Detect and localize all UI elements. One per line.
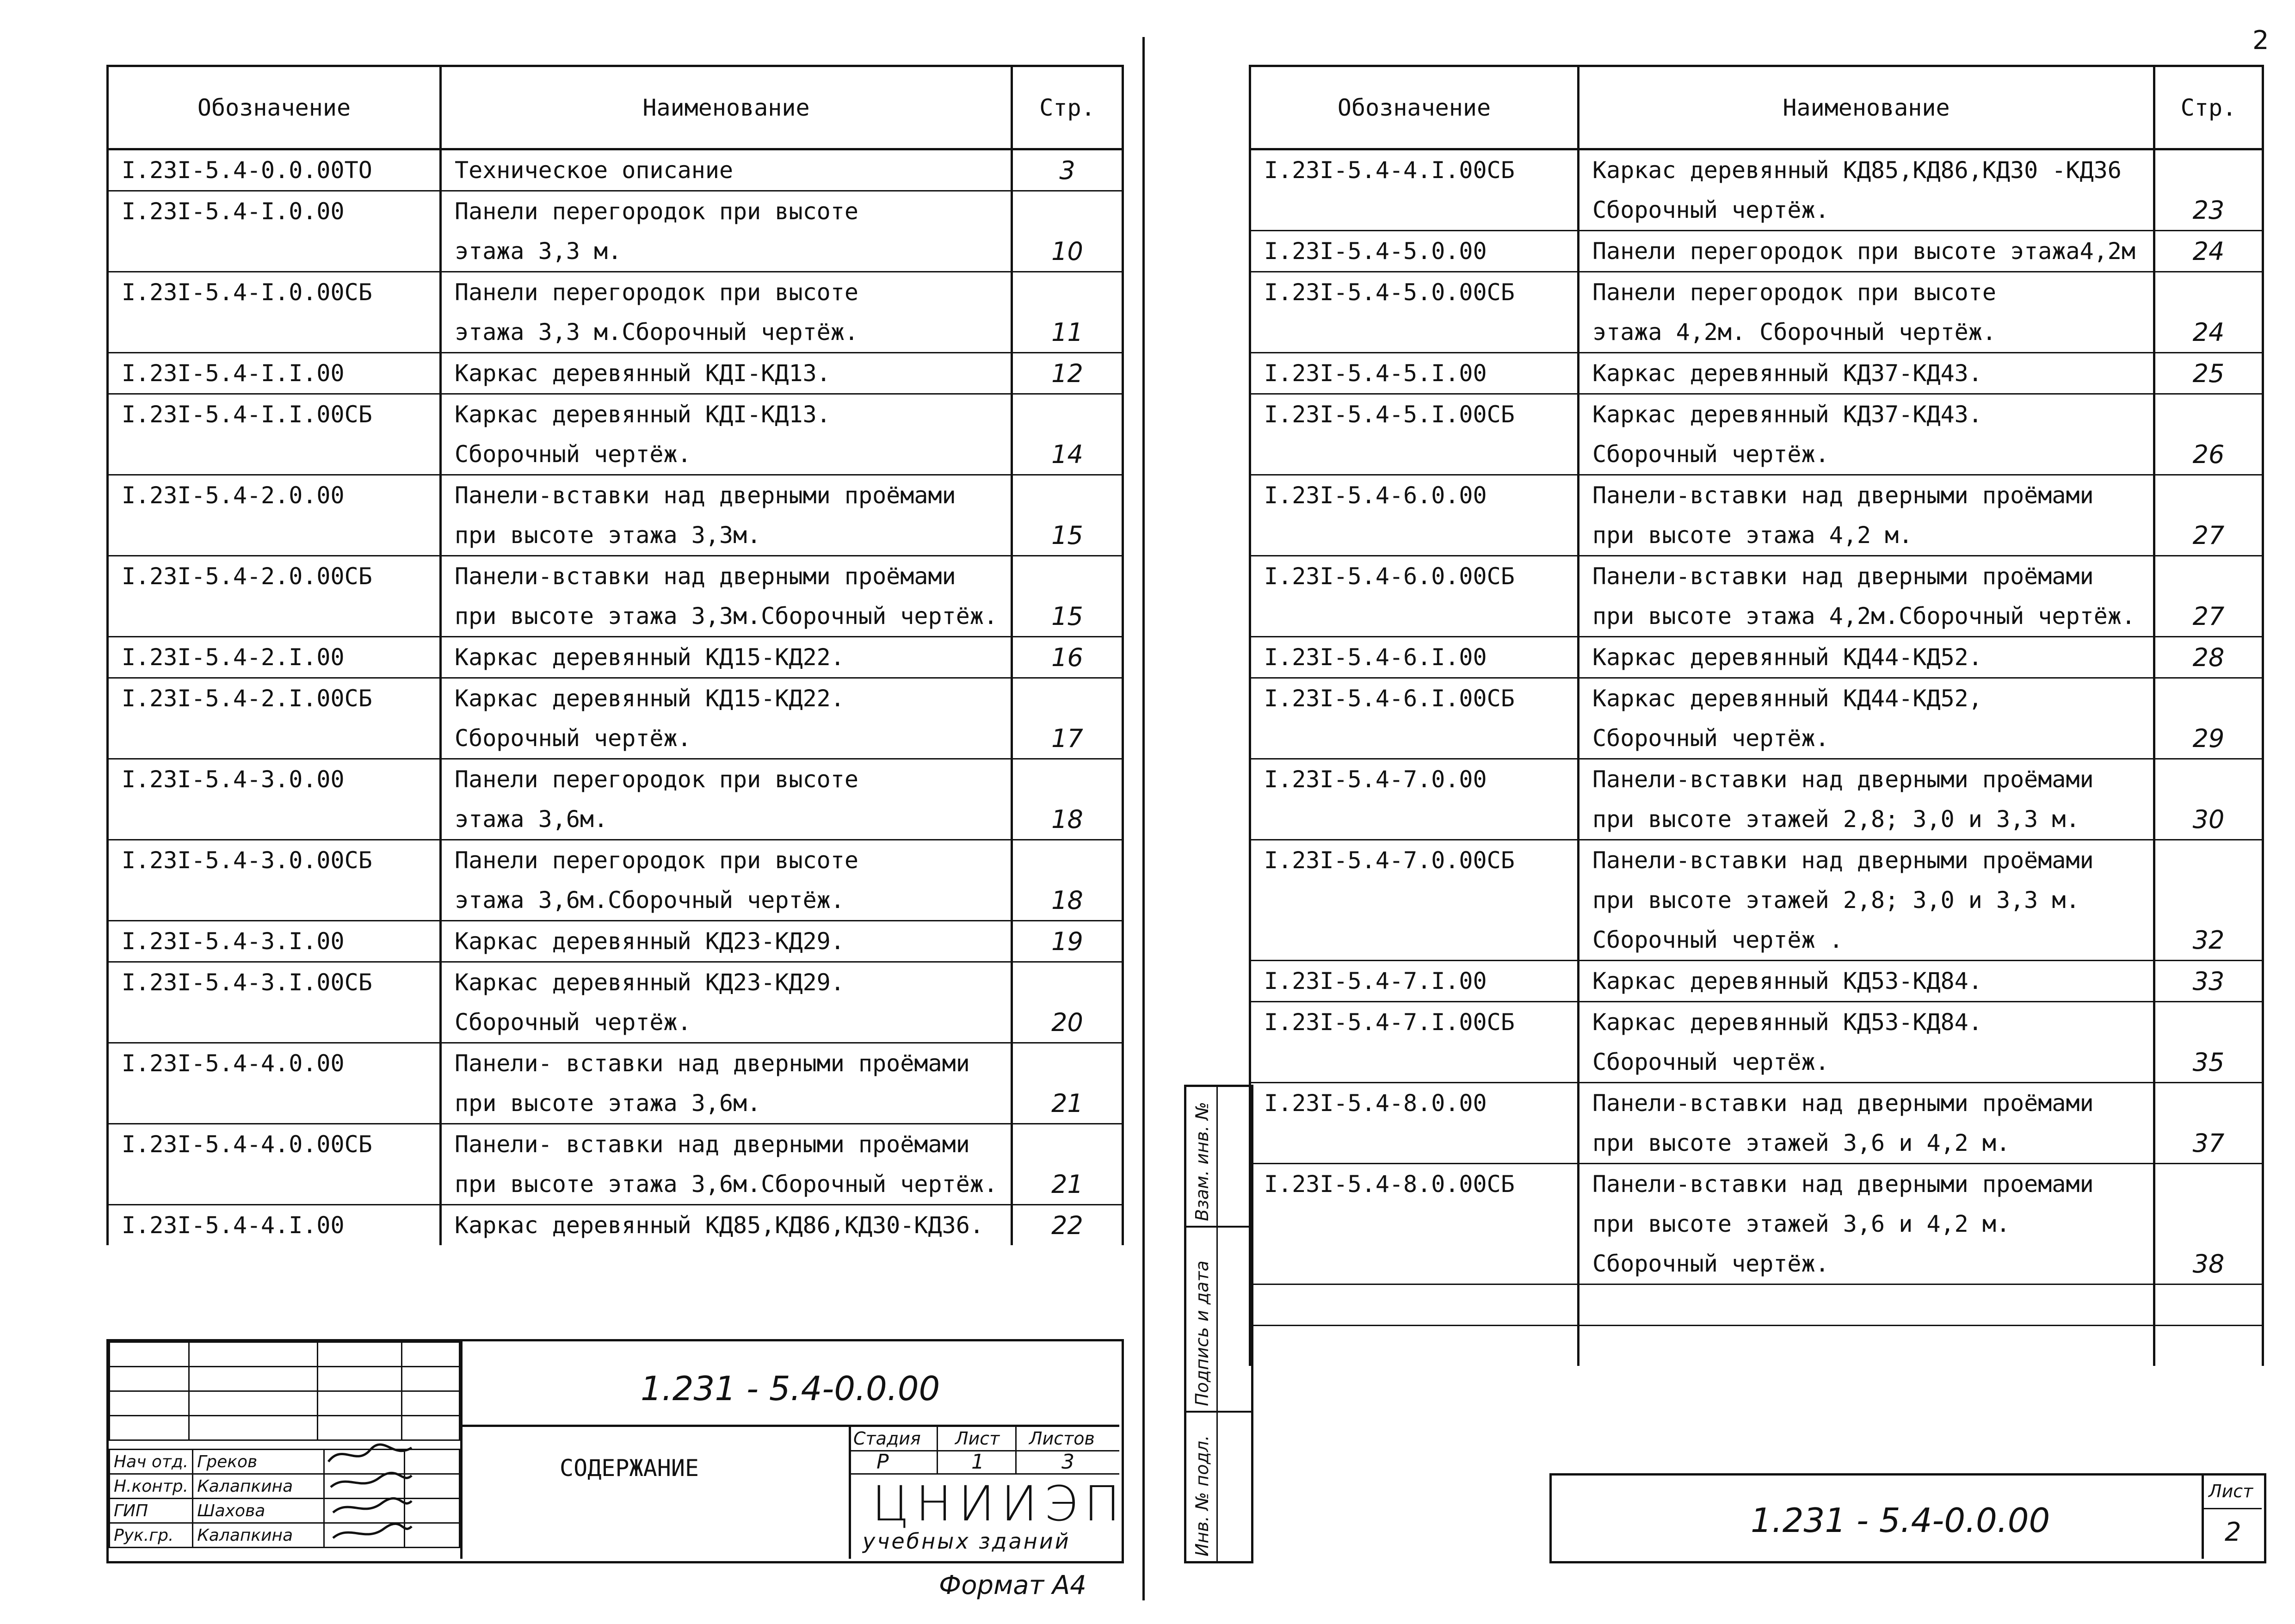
row-name: этажа 3,6м.Сборочный чертёж. — [441, 880, 1012, 921]
row-page — [2154, 272, 2263, 313]
row-name: Панели- вставки над дверными проёмами — [441, 1043, 1012, 1084]
row-designation: I.23I-5.4-5.0.00СБ — [1250, 272, 1579, 313]
row-name: Панели перегородок при высоте — [1579, 272, 2154, 313]
table-row — [108, 312, 1123, 353]
row-name: Сборочный чертёж . — [1579, 920, 2154, 961]
sheets-label: Листов — [1029, 1428, 1095, 1449]
row-designation: I.23I-5.4-6.0.00 — [1250, 475, 1579, 516]
row-page: 17 — [1012, 718, 1123, 759]
table-row — [1250, 1204, 2263, 1244]
table-row — [108, 191, 1123, 232]
row-designation: I.23I-5.4-0.0.00ТО — [108, 149, 441, 191]
row-page: 37 — [2154, 1123, 2263, 1164]
row-designation: I.23I-5.4-4.I.00 — [108, 1205, 441, 1246]
row-name: Каркас деревянный КД44-КД52, — [1579, 678, 2154, 719]
row-name: Каркас деревянный КД23-КД29. — [441, 962, 1012, 1003]
row-name: Сборочный чертёж. — [441, 434, 1012, 475]
row-page: 11 — [1012, 312, 1123, 353]
row-page — [1012, 1124, 1123, 1165]
row-designation: I.23I-5.4-7.0.00СБ — [1250, 840, 1579, 881]
contents-sheet-right — [1249, 65, 2262, 1559]
table-row — [108, 880, 1123, 921]
row-page — [1012, 840, 1123, 881]
row-name: Сборочный чертёж. — [441, 1002, 1012, 1043]
header-page: Стр. — [1012, 66, 1123, 149]
table-row — [108, 678, 1123, 719]
row-page — [1012, 475, 1123, 516]
table-row — [1250, 1244, 2263, 1284]
table-row — [108, 1205, 1123, 1246]
row-designation — [108, 1164, 441, 1205]
role-person: Калапкина — [193, 1523, 324, 1548]
row-designation — [1250, 1204, 1579, 1244]
row-designation: I.23I-5.4-5.I.00СБ — [1250, 394, 1579, 435]
table-row — [1250, 1284, 2263, 1326]
row-page — [2154, 1164, 2263, 1204]
table-row — [1250, 637, 2263, 678]
row-page — [1012, 556, 1123, 597]
row-name: при высоте этажа 3,3м. — [441, 515, 1012, 556]
row-page: 23 — [2154, 190, 2263, 231]
row-name — [1579, 1284, 2154, 1326]
table-row — [1250, 394, 2263, 435]
row-designation: I.23I-5.4-3.0.00 — [108, 759, 441, 800]
table-row — [1250, 149, 2263, 191]
table-row — [108, 799, 1123, 840]
row-designation: I.23I-5.4-I.I.00СБ — [108, 394, 441, 435]
table-row — [1250, 190, 2263, 231]
row-page: 16 — [1012, 637, 1123, 678]
table-row — [108, 556, 1123, 597]
row-name: Каркас деревянный КД37-КД43. — [1579, 394, 2154, 435]
row-page: 19 — [1012, 921, 1123, 962]
row-designation — [108, 1002, 441, 1043]
row-designation: I.23I-5.4-6.I.00 — [1250, 637, 1579, 678]
row-page — [1012, 394, 1123, 435]
table-row — [1250, 678, 2263, 719]
table-row — [1250, 840, 2263, 881]
role-label: Рук.гр. — [110, 1523, 193, 1548]
table-row — [1250, 718, 2263, 759]
row-designation: I.23I-5.4-4.I.00СБ — [1250, 149, 1579, 191]
row-name: этажа 3,3 м.Сборочный чертёж. — [441, 312, 1012, 353]
row-name: Панели-вставки над дверными проемами — [1579, 1164, 2154, 1204]
margin-stamp — [1184, 1085, 1253, 1563]
table-row — [108, 475, 1123, 516]
row-page: 27 — [2154, 596, 2263, 637]
row-designation: I.23I-5.4-8.0.00СБ — [1250, 1164, 1579, 1204]
table-row — [108, 1083, 1123, 1124]
doc-code-right: 1.231 - 5.4-0.0.00 — [1751, 1501, 2050, 1540]
row-name: Каркас деревянный КД37-КД43. — [1579, 353, 2154, 394]
role-person: Шахова — [193, 1499, 324, 1523]
row-designation: I.23I-5.4-6.I.00СБ — [1250, 678, 1579, 719]
row-designation: I.23I-5.4-3.I.00СБ — [108, 962, 441, 1003]
row-page — [2154, 759, 2263, 800]
table-row — [1250, 1083, 2263, 1124]
table-row — [1250, 961, 2263, 1002]
row-page — [2154, 1204, 2263, 1244]
row-name: Каркас деревянный КД85,КД86,КД30-КД36. — [441, 1205, 1012, 1246]
row-designation — [108, 596, 441, 637]
fold-line — [1142, 37, 1145, 1600]
row-designation — [1250, 880, 1579, 920]
row-designation: I.23I-5.4-2.I.00СБ — [108, 678, 441, 719]
row-name: Панели перегородок при высоте — [441, 191, 1012, 232]
table-row — [1250, 515, 2263, 556]
row-name: Панели-вставки над дверными проёмами — [441, 475, 1012, 516]
row-designation — [108, 312, 441, 353]
row-designation: I.23I-5.4-3.0.00СБ — [108, 840, 441, 881]
row-page: 24 — [2154, 312, 2263, 353]
table-row — [1250, 231, 2263, 272]
org-name: ЦНИИЭП — [872, 1476, 1127, 1532]
row-page: 32 — [2154, 920, 2263, 961]
table-row — [108, 596, 1123, 637]
table-row — [1250, 475, 2263, 516]
table-row — [108, 272, 1123, 313]
row-page — [1012, 191, 1123, 232]
sheet-value: 1 — [971, 1450, 984, 1474]
row-designation — [1250, 515, 1579, 556]
margin-label-sign-date: Подпись и дата — [1192, 1260, 1212, 1406]
row-name: Панели перегородок при высоте — [441, 759, 1012, 800]
row-page: 12 — [1012, 353, 1123, 394]
row-name — [1579, 1326, 2154, 1366]
table-row — [1250, 880, 2263, 920]
row-page: 3 — [1012, 149, 1123, 191]
row-designation — [1250, 434, 1579, 475]
role-person: Калапкина — [193, 1474, 324, 1499]
sheet-label-right: Лист — [2209, 1481, 2253, 1501]
row-designation — [108, 880, 441, 921]
row-name: этажа 3,6м. — [441, 799, 1012, 840]
row-name: при высоте этажей 3,6 и 4,2 м. — [1579, 1123, 2154, 1164]
row-page — [1012, 1043, 1123, 1084]
row-designation — [1250, 312, 1579, 353]
row-name: Панели-вставки над дверными проёмами — [441, 556, 1012, 597]
row-name: Панели-вставки над дверными проёмами — [1579, 475, 2154, 516]
table-row — [108, 394, 1123, 435]
header-page: Стр. — [2154, 66, 2263, 149]
row-name: Панели-вставки над дверными проёмами — [1579, 759, 2154, 800]
doc-code: 1.231 - 5.4-0.0.00 — [641, 1369, 940, 1408]
row-name: этажа 4,2м. Сборочный чертёж. — [1579, 312, 2154, 353]
row-designation: I.23I-5.4-2.I.00 — [108, 637, 441, 678]
row-designation — [108, 515, 441, 556]
table-row — [108, 1043, 1123, 1084]
table-row — [1250, 799, 2263, 840]
row-designation: I.23I-5.4-6.0.00СБ — [1250, 556, 1579, 597]
row-page: 28 — [2154, 637, 2263, 678]
row-designation: I.23I-5.4-5.0.00 — [1250, 231, 1579, 272]
row-designation: I.23I-5.4-4.0.00 — [108, 1043, 441, 1084]
contents-table-right — [1249, 65, 2264, 1366]
row-name: Каркас деревянный КД53-КД84. — [1579, 1002, 2154, 1043]
row-page — [2154, 1284, 2263, 1326]
row-designation — [1250, 596, 1579, 637]
sheet-number-right: 2 — [2225, 1517, 2241, 1547]
row-name: Сборочный чертёж. — [1579, 718, 2154, 759]
row-designation — [108, 1083, 441, 1124]
row-name: при высоте этажа 3,6м.Сборочный чертёж. — [441, 1164, 1012, 1205]
contents-sheet-left — [106, 65, 1122, 1559]
row-designation — [1250, 1244, 1579, 1284]
table-row — [1250, 434, 2263, 475]
row-designation: I.23I-5.4-I.0.00 — [108, 191, 441, 232]
sheet-label: Лист — [955, 1428, 1000, 1449]
row-designation — [1250, 1042, 1579, 1083]
row-page — [2154, 840, 2263, 881]
row-page: 18 — [1012, 799, 1123, 840]
row-page — [2154, 880, 2263, 920]
row-name: при высоте этажей 3,6 и 4,2 м. — [1579, 1204, 2154, 1244]
row-page: 33 — [2154, 961, 2263, 1002]
row-page — [1012, 678, 1123, 719]
row-page: 30 — [2154, 799, 2263, 840]
title-block — [106, 1339, 1127, 1563]
table-row — [108, 434, 1123, 475]
row-name: при высоте этажей 2,8; 3,0 и 3,3 м. — [1579, 880, 2154, 920]
row-name: Панели- вставки над дверными проёмами — [441, 1124, 1012, 1165]
margin-label-inv-orig: Инв. № подл. — [1192, 1435, 1212, 1556]
row-page: 10 — [1012, 231, 1123, 272]
table-row — [1250, 596, 2263, 637]
row-page: 20 — [1012, 1002, 1123, 1043]
row-designation — [108, 231, 441, 272]
table-row — [108, 921, 1123, 962]
table-row — [108, 1124, 1123, 1165]
header-name: Наименование — [1579, 66, 2154, 149]
role-label: Нач отд. — [110, 1450, 193, 1474]
row-name: Панели-вставки над дверными проёмами — [1579, 1083, 2154, 1124]
row-designation: I.23I-5.4-7.0.00 — [1250, 759, 1579, 800]
row-name: Каркас деревянный КД15-КД22. — [441, 678, 1012, 719]
stage-value: Р — [876, 1450, 889, 1474]
row-designation: I.23I-5.4-I.I.00 — [108, 353, 441, 394]
sheets-value: 3 — [1061, 1450, 1074, 1474]
table-row — [108, 637, 1123, 678]
row-page — [1012, 272, 1123, 313]
row-name: Сборочный чертёж. — [441, 718, 1012, 759]
row-name: Каркас деревянный КДI-КД13. — [441, 394, 1012, 435]
row-page: 27 — [2154, 515, 2263, 556]
contents-table-left — [106, 65, 1124, 1245]
row-name: Панели перегородок при высоте — [441, 840, 1012, 881]
row-page — [1012, 759, 1123, 800]
row-name: при высоте этажа 4,2 м. — [1579, 515, 2154, 556]
row-name: Техническое описание — [441, 149, 1012, 191]
row-name: Сборочный чертёж. — [1579, 190, 2154, 231]
row-designation: I.23I-5.4-2.0.00СБ — [108, 556, 441, 597]
row-name: этажа 3,3 м. — [441, 231, 1012, 272]
row-page: 21 — [1012, 1083, 1123, 1124]
header-name: Наименование — [441, 66, 1012, 149]
row-designation — [1250, 718, 1579, 759]
margin-label-inv-repl: Взам. инв. № — [1192, 1101, 1212, 1221]
row-page — [2154, 1002, 2263, 1043]
row-page: 21 — [1012, 1164, 1123, 1205]
table-row — [1250, 1042, 2263, 1083]
row-name: при высоте этажа 3,6м. — [441, 1083, 1012, 1124]
table-row — [108, 718, 1123, 759]
sheet-footer — [1549, 1473, 2266, 1563]
row-page: 24 — [2154, 231, 2263, 272]
table-row — [108, 962, 1123, 1003]
table-row — [1250, 1123, 2263, 1164]
row-page — [2154, 394, 2263, 435]
row-designation: I.23I-5.4-7.I.00 — [1250, 961, 1579, 1002]
row-name: при высоте этажей 2,8; 3,0 и 3,3 м. — [1579, 799, 2154, 840]
row-page — [1012, 962, 1123, 1003]
table-row — [1250, 1002, 2263, 1043]
row-page: 25 — [2154, 353, 2263, 394]
row-page — [2154, 475, 2263, 516]
table-row — [1250, 1164, 2263, 1204]
table-row — [1250, 759, 2263, 800]
row-designation: I.23I-5.4-I.0.00СБ — [108, 272, 441, 313]
format-label: Формат А4 — [939, 1570, 1086, 1600]
row-page: 22 — [1012, 1205, 1123, 1246]
table-row — [108, 515, 1123, 556]
row-designation: I.23I-5.4-2.0.00 — [108, 475, 441, 516]
row-page: 15 — [1012, 596, 1123, 637]
row-page: 26 — [2154, 434, 2263, 475]
role-label: ГИП — [110, 1499, 193, 1523]
row-page: 35 — [2154, 1042, 2263, 1083]
table-row — [108, 759, 1123, 800]
header-designation: Обозначение — [1250, 66, 1579, 149]
row-name: Каркас деревянный КДI-КД13. — [441, 353, 1012, 394]
row-designation — [108, 799, 441, 840]
row-designation — [108, 718, 441, 759]
row-page: 38 — [2154, 1244, 2263, 1284]
table-row — [1250, 920, 2263, 961]
row-page: 15 — [1012, 515, 1123, 556]
row-name: Сборочный чертёж. — [1579, 1042, 2154, 1083]
table-row — [1250, 272, 2263, 313]
row-name: Панели перегородок при высоте — [441, 272, 1012, 313]
row-name: Панели-вставки над дверными проёмами — [1579, 840, 2154, 881]
row-name: Каркас деревянный КД15-КД22. — [441, 637, 1012, 678]
row-name: Сборочный чертёж. — [1579, 1244, 2154, 1284]
row-page — [2154, 1326, 2263, 1366]
signature-scribbles — [324, 1439, 416, 1559]
row-page — [2154, 678, 2263, 719]
header-designation: Обозначение — [108, 66, 441, 149]
row-page — [2154, 149, 2263, 191]
row-page — [2154, 1083, 2263, 1124]
table-row — [1250, 556, 2263, 597]
row-name: Каркас деревянный КД44-КД52. — [1579, 637, 2154, 678]
table-row — [108, 1002, 1123, 1043]
page-number: 2 — [2252, 25, 2269, 56]
row-designation — [1250, 799, 1579, 840]
row-name: Каркас деревянный КД85,КД86,КД30 -КД36 — [1579, 149, 2154, 191]
row-designation — [1250, 190, 1579, 231]
table-row — [1250, 353, 2263, 394]
row-designation: I.23I-5.4-8.0.00 — [1250, 1083, 1579, 1124]
row-designation — [1250, 920, 1579, 961]
row-name: при высоте этажа 4,2м.Сборочный чертёж. — [1579, 596, 2154, 637]
row-designation — [1250, 1284, 1579, 1326]
row-name: при высоте этажа 3,3м.Сборочный чертёж. — [441, 596, 1012, 637]
row-page: 29 — [2154, 718, 2263, 759]
table-row — [1250, 1326, 2263, 1366]
row-designation — [1250, 1326, 1579, 1366]
role-person: Греков — [193, 1450, 324, 1474]
revision-grid — [109, 1341, 460, 1441]
table-row — [108, 1164, 1123, 1205]
org-subtitle: учебных зданий — [863, 1529, 1071, 1554]
row-designation: I.23I-5.4-4.0.00СБ — [108, 1124, 441, 1165]
role-label: Н.контр. — [110, 1474, 193, 1499]
row-designation — [1250, 1123, 1579, 1164]
table-row — [108, 231, 1123, 272]
row-designation: I.23I-5.4-7.I.00СБ — [1250, 1002, 1579, 1043]
row-name: Панели-вставки над дверными проёмами — [1579, 556, 2154, 597]
row-name: Каркас деревянный КД23-КД29. — [441, 921, 1012, 962]
row-name: Сборочный чертёж. — [1579, 434, 2154, 475]
table-row — [108, 840, 1123, 881]
table-row — [108, 353, 1123, 394]
row-name: Каркас деревянный КД53-КД84. — [1579, 961, 2154, 1002]
stage-label: Стадия — [853, 1428, 921, 1449]
row-designation: I.23I-5.4-5.I.00 — [1250, 353, 1579, 394]
row-name: Панели перегородок при высоте этажа4,2м — [1579, 231, 2154, 272]
sheet-title: СОДЕРЖАНИЕ — [560, 1455, 699, 1482]
row-page: 14 — [1012, 434, 1123, 475]
table-row — [108, 149, 1123, 191]
row-page — [2154, 556, 2263, 597]
row-designation: I.23I-5.4-3.I.00 — [108, 921, 441, 962]
table-row — [1250, 312, 2263, 353]
row-designation — [108, 434, 441, 475]
row-page: 18 — [1012, 880, 1123, 921]
